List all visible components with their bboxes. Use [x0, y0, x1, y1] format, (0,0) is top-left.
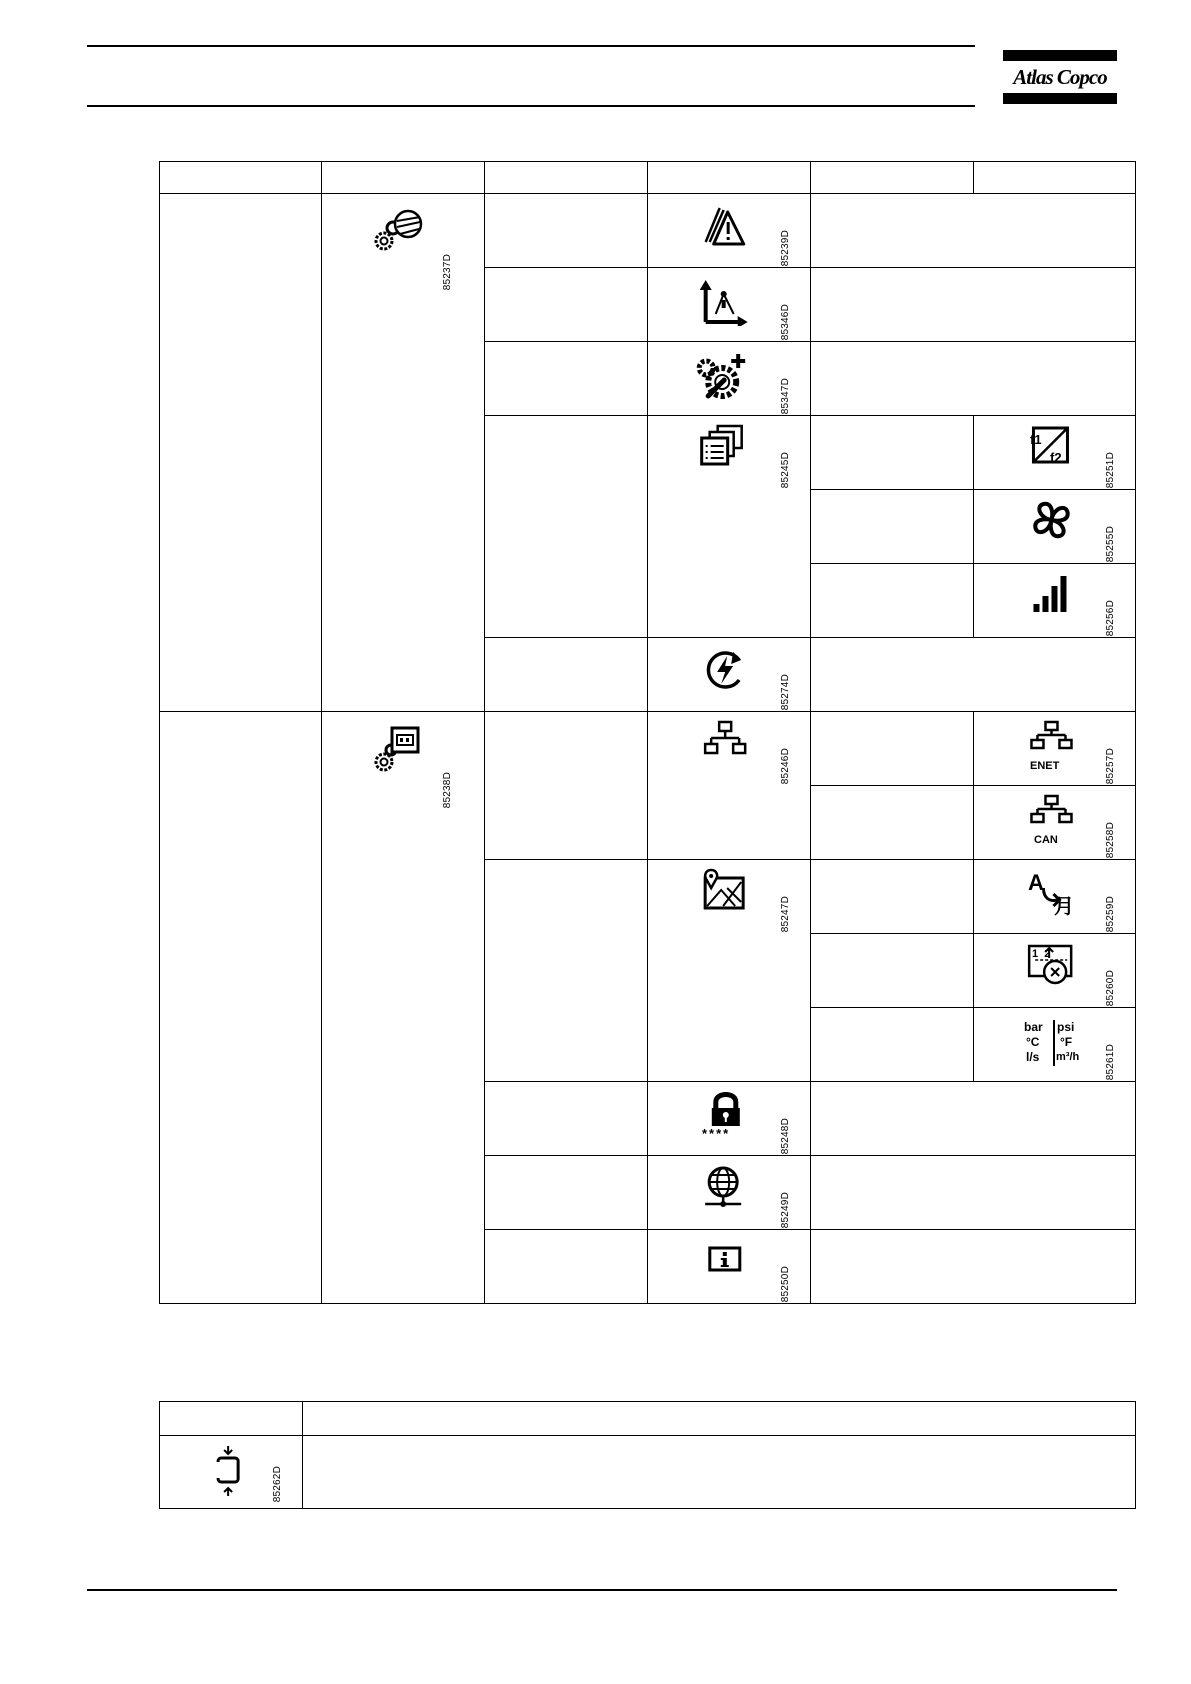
header-rule-bottom	[87, 105, 975, 107]
item-label-cell	[485, 1082, 648, 1156]
settings-list-icon	[698, 424, 752, 472]
figure-code: 85246D	[780, 748, 791, 785]
description-cell	[811, 1156, 1136, 1230]
figure-code: 85237D	[442, 254, 453, 291]
item-icon-cell	[648, 1082, 811, 1156]
item-icon-cell	[648, 342, 811, 416]
item-icon-cell	[648, 638, 811, 712]
figure-code: 85249D	[780, 1192, 791, 1229]
header-cell	[974, 162, 1136, 194]
item-icon-cell	[648, 860, 811, 1082]
signal-bars-icon	[1029, 572, 1073, 616]
warning-stack-icon	[698, 202, 752, 250]
item-label-cell	[485, 1156, 648, 1230]
sub-item-label-cell	[811, 934, 974, 1008]
header-cell	[322, 162, 485, 194]
figure-code: 85245D	[780, 452, 791, 489]
service-gear-compressor-icon	[370, 208, 430, 258]
item-label-cell	[485, 194, 648, 268]
figure-code: 85255D	[1105, 526, 1116, 563]
header-cell	[303, 1402, 1136, 1436]
header-cell	[648, 162, 811, 194]
group-label-cell	[160, 712, 322, 1304]
figure-code: 85248D	[780, 1118, 791, 1155]
item-icon-cell	[648, 1156, 811, 1230]
header-cell	[160, 1402, 303, 1436]
table-header-row	[160, 1402, 1136, 1436]
pressure-diagram-icon	[698, 276, 752, 326]
item-label-cell	[485, 342, 648, 416]
unit-liters-per-second: l/s	[1026, 1050, 1040, 1064]
header-rule-top	[87, 45, 975, 47]
table-row	[160, 712, 1136, 786]
description-cell	[811, 268, 1136, 342]
sub-item-icon-cell	[974, 786, 1136, 860]
unit-celsius: °C	[1026, 1035, 1040, 1049]
figure-code: 85260D	[1105, 970, 1116, 1007]
item-label-cell	[485, 712, 648, 860]
sub-item-icon-cell	[974, 416, 1136, 490]
legend-table	[159, 1401, 1136, 1509]
atlas-copco-logo	[1003, 50, 1117, 104]
sub-item-label-cell	[811, 564, 974, 638]
auto-restart-icon	[701, 646, 749, 694]
sub-item-label-cell	[811, 860, 974, 934]
description-cell	[811, 638, 1136, 712]
item-icon-cell	[648, 1230, 811, 1304]
item-icon-cell	[648, 416, 811, 638]
sub-item-label-cell	[811, 712, 974, 786]
sub-item-icon-cell	[974, 934, 1136, 1008]
language-glyph-a: A	[1028, 870, 1044, 895]
figure-code: 85258D	[1105, 822, 1116, 859]
table-row	[160, 194, 1136, 268]
figure-code: 85251D	[1105, 452, 1116, 489]
figure-code: 85259D	[1105, 896, 1116, 933]
description-cell	[811, 194, 1136, 268]
logo-wordmark: Atlas Copco	[1013, 65, 1107, 89]
globe-network-icon	[701, 1164, 749, 1210]
header-cell	[485, 162, 648, 194]
figure-code: 85250D	[780, 1266, 791, 1303]
group-icon-cell	[322, 194, 485, 712]
network-can-icon	[1029, 794, 1073, 834]
date-time-digits: 1 2	[1032, 948, 1051, 960]
footer-rule	[87, 1589, 1117, 1591]
table-row	[160, 1436, 1136, 1509]
group-label-cell	[160, 194, 322, 712]
can-label: CAN	[1034, 834, 1058, 846]
figure-code: 85256D	[1105, 600, 1116, 637]
units-icon	[1024, 1020, 1084, 1070]
header-cell	[160, 162, 322, 194]
unit-cubic-meters-per-hour: m³/h	[1056, 1051, 1080, 1063]
figure-code: 85262D	[272, 1466, 283, 1503]
figure-code: 85238D	[442, 772, 453, 809]
figure-code: 85274D	[780, 674, 791, 711]
item-icon-cell	[648, 194, 811, 268]
menu-structure-table	[159, 161, 1136, 1304]
info-icon	[706, 1238, 746, 1278]
item-icon-cell	[648, 712, 811, 860]
unit-fahrenheit: °F	[1060, 1035, 1073, 1049]
enet-label: ENET	[1030, 760, 1060, 772]
item-label-cell	[485, 416, 648, 638]
sub-item-label-cell	[811, 416, 974, 490]
map-location-icon	[701, 868, 749, 914]
sub-item-icon-cell	[974, 712, 1136, 786]
table-header-row	[160, 162, 1136, 194]
sub-item-icon-cell	[974, 490, 1136, 564]
language-glyph-b: 月	[1054, 896, 1074, 918]
legend-description-cell	[303, 1436, 1136, 1509]
password-stars: ****	[702, 1126, 731, 1141]
group-icon-cell	[322, 712, 485, 1304]
gear-controller-icon	[370, 726, 430, 776]
description-cell	[811, 342, 1136, 416]
description-cell	[811, 1082, 1136, 1156]
wrench-gear-plus-icon	[694, 350, 754, 404]
figure-code: 85257D	[1105, 748, 1116, 785]
figure-code: 85247D	[780, 896, 791, 933]
legend-icon-cell	[160, 1436, 303, 1509]
unit-bar: bar	[1024, 1020, 1043, 1034]
figure-code: 85346D	[780, 304, 791, 341]
sub-item-icon-cell	[974, 1008, 1136, 1082]
network-icon	[701, 720, 749, 760]
item-label-cell	[485, 860, 648, 1082]
fan-icon	[1029, 498, 1073, 542]
item-label-cell	[485, 638, 648, 712]
header-cell	[811, 162, 974, 194]
network-enet-icon	[1029, 720, 1073, 760]
f2-label: f2	[1050, 450, 1062, 465]
sub-item-label-cell	[811, 1008, 974, 1082]
sub-item-icon-cell	[974, 860, 1136, 934]
sub-item-label-cell	[811, 490, 974, 564]
scroll-indicator-icon	[210, 1444, 246, 1498]
item-label-cell	[485, 268, 648, 342]
description-cell	[811, 1230, 1136, 1304]
unit-psi: psi	[1057, 1020, 1075, 1034]
item-icon-cell	[648, 268, 811, 342]
figure-code: 85261D	[1105, 1044, 1116, 1081]
item-label-cell	[485, 1230, 648, 1304]
figure-code: 85239D	[780, 230, 791, 267]
figure-code: 85347D	[780, 378, 791, 415]
sub-item-label-cell	[811, 786, 974, 860]
lock-password-icon	[706, 1090, 746, 1130]
sub-item-icon-cell	[974, 564, 1136, 638]
f1-label: f1	[1030, 432, 1042, 447]
